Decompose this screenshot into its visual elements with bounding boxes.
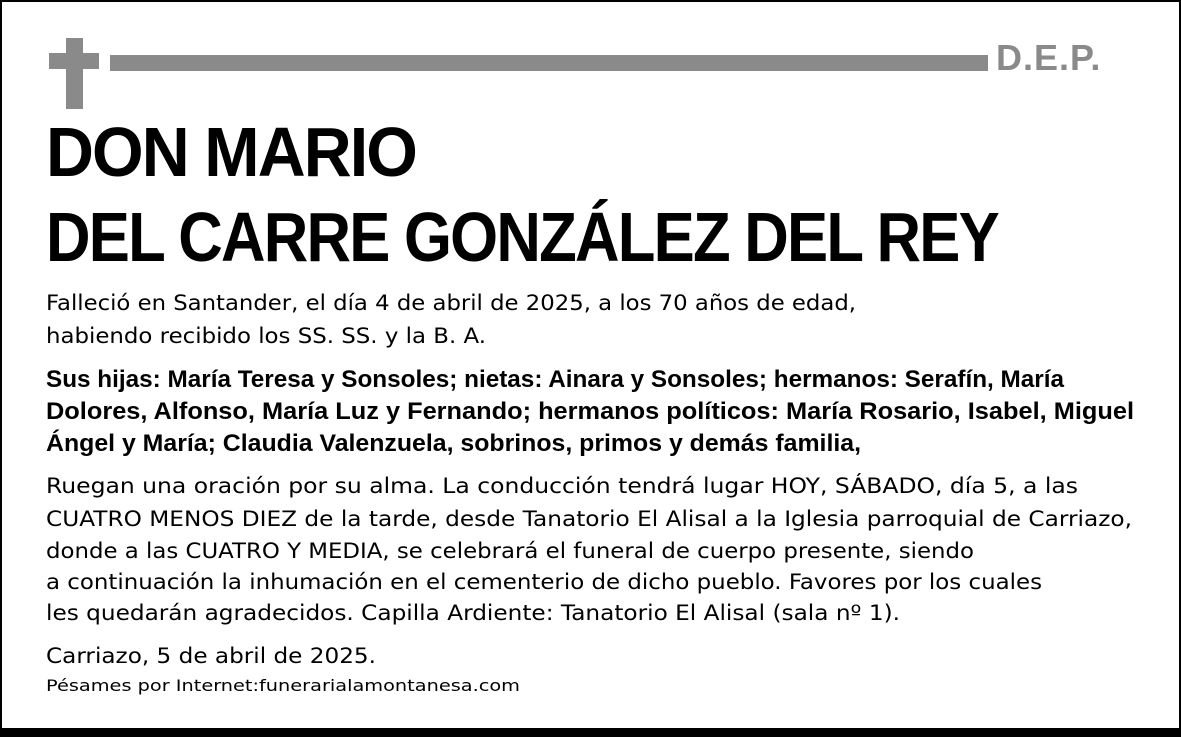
- death-line2: habiendo recibido los SS. SS. y la B. A.: [46, 324, 487, 348]
- place-date: Carriazo, 5 de abril de 2025.: [46, 644, 376, 668]
- family-line3: Ángel y María; Claudia Valenzuela, sobrinos, primos y demás familia,: [46, 430, 862, 457]
- cross-icon-bar: [49, 53, 99, 69]
- header-rule: [110, 55, 988, 71]
- condolences-link[interactable]: Pésames por Internet:funerarialamontanesa.com: [46, 676, 520, 695]
- service-line3: donde a las CUATRO Y MEDIA, se celebrará el funeral de cuerpo presente, siendo: [46, 539, 974, 563]
- service-line5: les quedarán agradecidos. Capilla Ardiente: Tanatorio El Alisal (sala nº 1).: [46, 601, 901, 625]
- deceased-name-line2: DEL CARRE GONZÁLEZ DEL REY: [46, 198, 998, 276]
- deceased-name-line1: DON MARIO: [46, 113, 416, 191]
- family-line2: Dolores, Alfonso, María Luz y Fernando; hermanos políticos: María Rosario, Isabel, Miguel: [46, 398, 1134, 425]
- family-line1: Sus hijas: María Teresa y Sonsoles; nietas: Ainara y Sonsoles; hermanos: Serafín, María: [46, 366, 1064, 393]
- death-line1: Falleció en Santander, el día 4 de abril de 2025, a los 70 años de edad,: [46, 291, 857, 315]
- dep-label: D.E.P.: [996, 37, 1102, 78]
- service-line1: Ruegan una oración por su alma. La conducción tendrá lugar HOY, SÁBADO, día 5, a las: [46, 474, 1078, 498]
- service-line4: a continuación la inhumación en el cementerio de dicho pueblo. Favores por los cuales: [46, 570, 1042, 594]
- service-line2: CUATRO MENOS DIEZ de la tarde, desde Tanatorio El Alisal a la Iglesia parroquial de Carriazo,: [46, 507, 1132, 531]
- cross-icon: [66, 38, 83, 109]
